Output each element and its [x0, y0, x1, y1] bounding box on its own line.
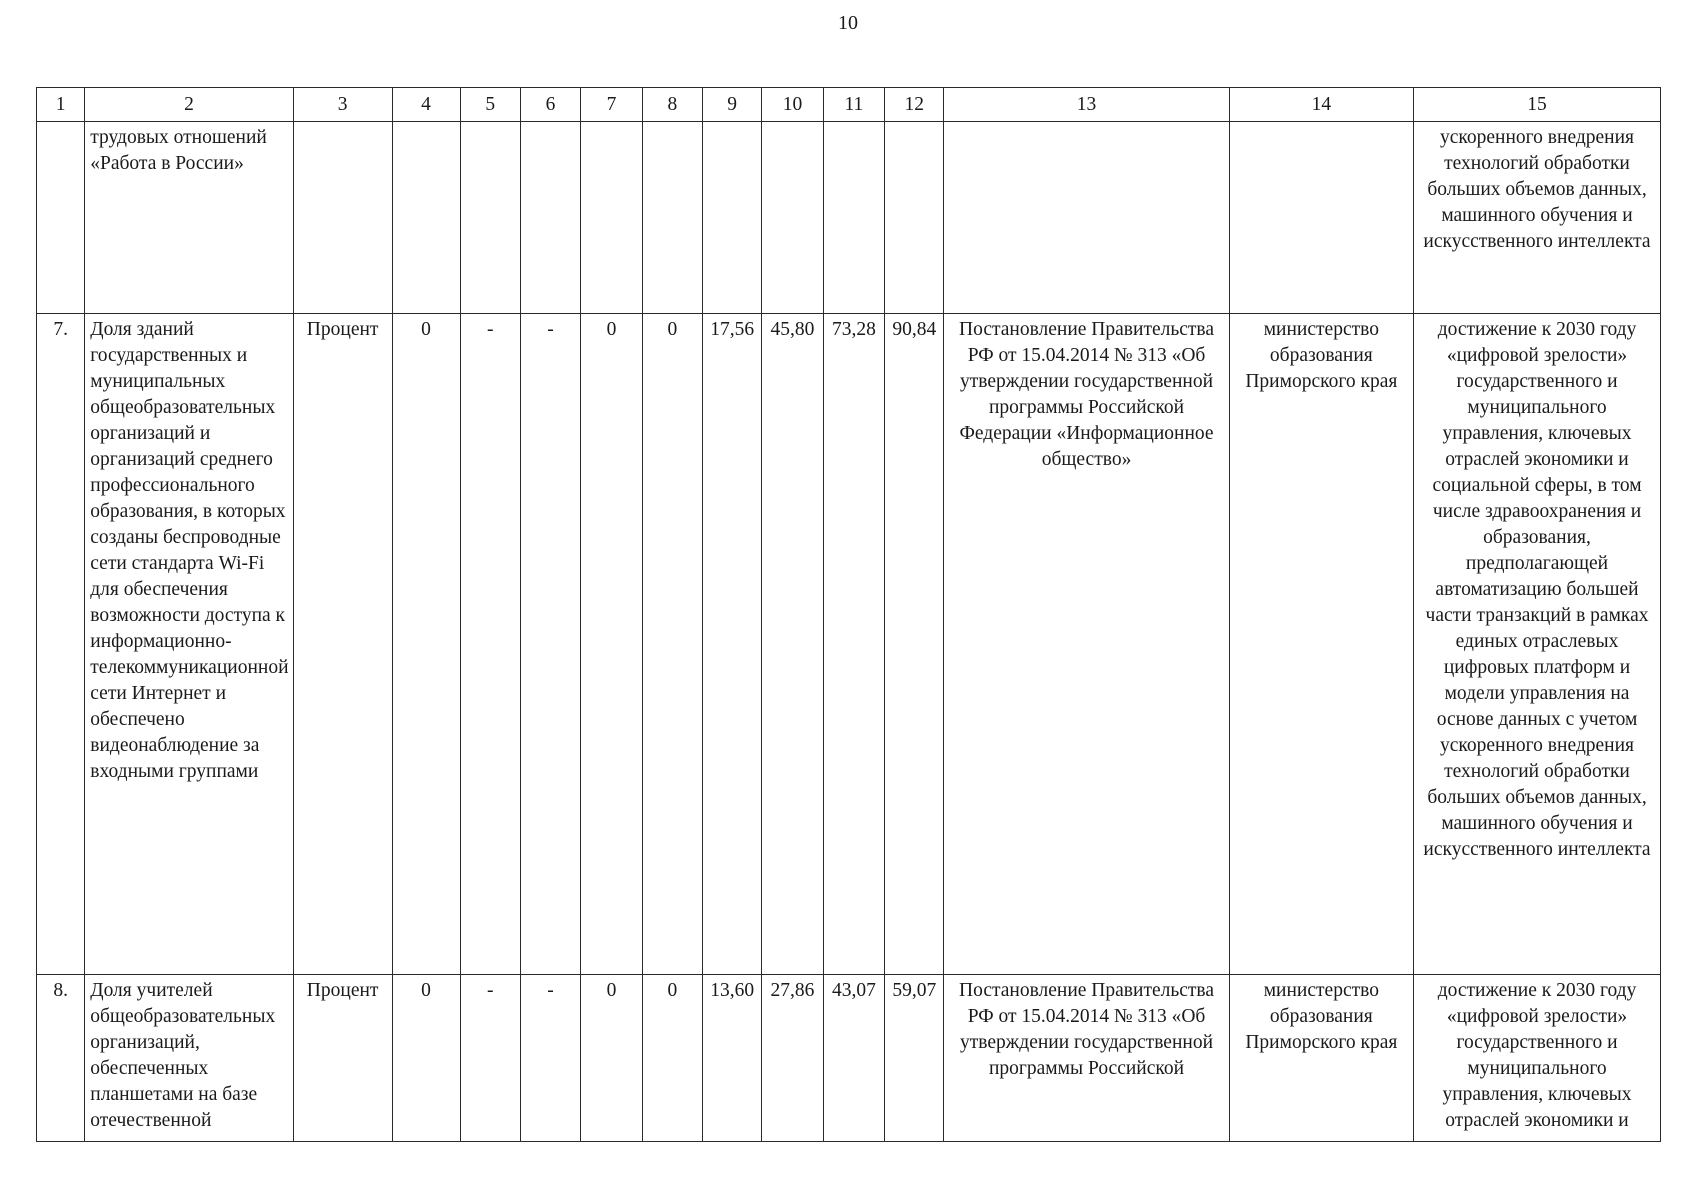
header-cell: 6: [520, 88, 580, 122]
table-row-8: [37, 975, 1661, 1142]
row-number-cell: [37, 122, 85, 314]
responsible-cell: министерство образования Приморского края: [1229, 975, 1413, 1142]
header-cell: 1: [37, 88, 85, 122]
value-cell: 0: [581, 975, 642, 1142]
value-cell: [703, 122, 762, 314]
value-cell: 0: [392, 314, 460, 975]
document-basis-cell: [944, 122, 1229, 314]
row-number-cell: 7.: [37, 314, 85, 975]
value-cell: 43,07: [823, 975, 884, 1142]
header-cell: 13: [944, 88, 1229, 122]
value-cell: [581, 122, 642, 314]
value-cell: [392, 122, 460, 314]
header-cell: 14: [1229, 88, 1413, 122]
value-cell: [642, 122, 702, 314]
value-cell: 45,80: [762, 314, 823, 975]
header-cell: 5: [460, 88, 520, 122]
value-cell: [460, 122, 520, 314]
value-cell: -: [520, 975, 580, 1142]
unit-cell: [293, 122, 392, 314]
value-cell: [885, 122, 944, 314]
indicator-name-cell: Доля зданий государственных и муниципальных общеобразовательных организаций и организаций среднего профессионального образования, в которых созданы беспроводные сети стандарта Wi-Fi для обеспечения возможности доступа к информационно-телекоммуникационной сети Интернет и обеспечено видеонаблюдение за входными группами: [85, 314, 293, 975]
header-cell: 12: [885, 88, 944, 122]
header-cell: 2: [85, 88, 293, 122]
indicator-name-cell: Доля учителей общеобразовательных организаций, обеспеченных планшетами на базе отечественной: [85, 975, 293, 1142]
header-cell: 15: [1414, 88, 1661, 122]
value-cell: [520, 122, 580, 314]
indicators-table: [36, 87, 1661, 1142]
header-cell: 7: [581, 88, 642, 122]
row-number-cell: 8.: [37, 975, 85, 1142]
value-cell: 27,86: [762, 975, 823, 1142]
value-cell: 0: [392, 975, 460, 1142]
header-cell: 4: [392, 88, 460, 122]
header-cell: 8: [642, 88, 702, 122]
value-cell: -: [460, 314, 520, 975]
header-row: [37, 88, 1661, 122]
value-cell: 0: [581, 314, 642, 975]
value-cell: 59,07: [885, 975, 944, 1142]
value-cell: 0: [642, 975, 702, 1142]
responsible-cell: [1229, 122, 1413, 314]
document-basis-cell: Постановление Правительства РФ от 15.04.2014 № 313 «Об утверждении государственной программы Российской: [944, 975, 1229, 1142]
value-cell: -: [520, 314, 580, 975]
header-cell: 10: [762, 88, 823, 122]
unit-cell: Процент: [293, 314, 392, 975]
document-basis-cell: Постановление Правительства РФ от 15.04.2014 № 313 «Об утверждении государственной программы Российской Федерации «Информационное общество»: [944, 314, 1229, 975]
table-row-7: [37, 314, 1661, 975]
value-cell: -: [460, 975, 520, 1142]
header-cell: 3: [293, 88, 392, 122]
table-row-continuation: [37, 122, 1661, 314]
goal-link-cell: достижение к 2030 году «цифровой зрелости» государственного и муниципального управления, ключевых отраслей экономики и: [1414, 975, 1661, 1142]
value-cell: [762, 122, 823, 314]
value-cell: 73,28: [823, 314, 884, 975]
page-number: 10: [838, 12, 858, 34]
responsible-cell: министерство образования Приморского края: [1229, 314, 1413, 975]
value-cell: 13,60: [703, 975, 762, 1142]
unit-cell: Процент: [293, 975, 392, 1142]
goal-link-cell: ускоренного внедрения технологий обработки больших объемов данных, машинного обучения и искусственного интеллекта: [1414, 122, 1661, 314]
goal-link-cell: достижение к 2030 году «цифровой зрелости» государственного и муниципального управления, ключевых отраслей экономики и социальной сферы, в том числе здравоохранения и образования, предполагающей автоматизацию большей части транзакций в рамках единых отраслевых цифровых платформ и модели управления на основе данных с учетом ускоренного внедрения технологий обработки больших объемов данных, машинного обучения и искусственного интеллекта: [1414, 314, 1661, 975]
value-cell: 17,56: [703, 314, 762, 975]
value-cell: [823, 122, 884, 314]
value-cell: 0: [642, 314, 702, 975]
header-cell: 9: [703, 88, 762, 122]
value-cell: 90,84: [885, 314, 944, 975]
indicator-name-cell: трудовых отношений «Работа в России»: [85, 122, 293, 314]
header-cell: 11: [823, 88, 884, 122]
